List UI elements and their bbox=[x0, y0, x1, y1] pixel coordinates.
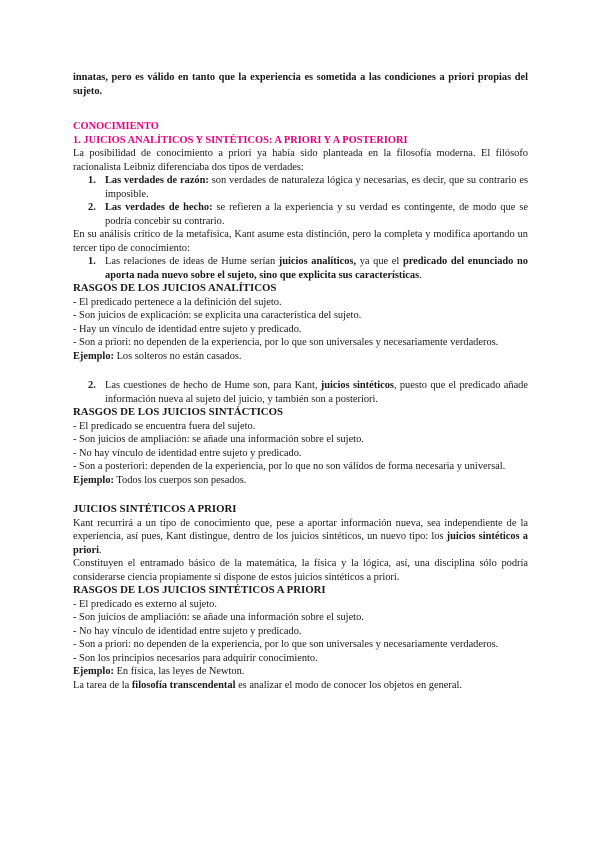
list-item: - No hay vínculo de identidad entre sujeto y predicado. bbox=[73, 625, 302, 637]
example-analiticos: Ejemplo: Los solteros no están casados. bbox=[73, 350, 242, 362]
list-item: - El predicado se encuentra fuera del sujeto. bbox=[73, 420, 256, 432]
list-item: - Son juicios de explicación: se explicita una característica del sujeto. bbox=[73, 310, 362, 321]
list-item: 2. Las cuestiones de hecho de Hume son, para Kant, juicios sintéticos, puesto que el predicado añade información nueva al sujeto del juicio, y también son a posteriori. bbox=[88, 380, 528, 405]
paragraph-entramado: Constituyen el entramado básico de la matemática, la física y la lógica, así, una disciplina sólo podría considerarse ciencia propiamente si dispone de estos juicios sintéticos a priori. bbox=[73, 558, 528, 583]
example-a-priori: Ejemplo: En física, las leyes de Newton. bbox=[73, 666, 245, 677]
list-item: - Son juicios de ampliación: se añade una información sobre el sujeto. bbox=[73, 434, 364, 445]
list-item: - Son juicios de ampliación: se añade una información sobre el sujeto. bbox=[73, 612, 364, 623]
list-sinteticos bbox=[73, 379, 528, 406]
list-item: 2. Las verdades de hecho: se refieren a la experiencia y su verdad es contingente, de modo que se podría concebir su contrario. bbox=[88, 202, 528, 227]
example-sinteticos: Ejemplo: Todos los cuerpos son pesados. bbox=[73, 474, 247, 486]
list-item: - Son a posteriori: dependen de la experiencia, por lo que no son válidos de forma necesaria y universal. bbox=[73, 461, 506, 472]
heading-sinteticos-a-priori: JUICIOS SINTÉTICOS A PRIORI bbox=[73, 503, 237, 515]
list-item: - No hay vínculo de identidad entre sujeto y predicado. bbox=[73, 447, 302, 459]
paragraph-a-priori: Kant recurrirá a un tipo de conocimiento que, pese a aportar información nueva, sea independiente de la experiencia, así pues, Kant distingue, dentro de los juicios sintéticos, un nuevo tipo: los juicios sintéticos a priori. bbox=[73, 517, 528, 556]
paragraph-final: La tarea de la filosofía transcendental es analizar el modo de conocer los objetos en general. bbox=[73, 679, 462, 691]
section-label: CONOCIMIENTO bbox=[73, 121, 159, 132]
heading-rasgos-a-priori: RASGOS DE LOS JUICIOS SINTÉTICOS A PRIORI bbox=[73, 584, 326, 596]
heading-analiticos: RASGOS DE LOS JUICIOS ANALÍTICOS bbox=[73, 282, 277, 294]
paragraph-leibniz: La posibilidad de conocimiento a priori ya había sido planteada en la filosofía moderna. El filósofo racionalista Leibniz diferenciaba dos tipos de verdades: bbox=[73, 148, 528, 173]
heading-sinteticos: RASGOS DE LOS JUICIOS SINTÁCTICOS bbox=[73, 406, 284, 418]
list-item: - El predicado pertenece a la definición del sujeto. bbox=[73, 296, 282, 308]
list-item: 1. Las relaciones de ideas de Hume serían juicios analíticos, ya que el predicado del enunciado no aporta nada nuevo sobre el sujeto, sino que explicita sus características. bbox=[88, 256, 528, 281]
list-item: - Son los principios necesarios para adquirir conocimiento. bbox=[73, 652, 318, 664]
list-item: - Hay un vínculo de identidad entre sujeto y predicado. bbox=[73, 323, 302, 335]
intro-paragraph: innatas, pero es válido en tanto que la experiencia es sometida a las condiciones a priori propias del sujeto. bbox=[73, 72, 528, 97]
list-item: - Son a priori: no dependen de la experiencia, por lo que son universales y necesariamente verdaderos. bbox=[73, 639, 499, 650]
list-verdades bbox=[73, 174, 528, 228]
section-title: 1. JUICIOS ANALÍTICOS Y SINTÉTICOS: A PRIORI Y A POSTERIORI bbox=[73, 134, 408, 146]
list-item: - El predicado es externo al sujeto. bbox=[73, 598, 217, 610]
list-analiticos bbox=[73, 255, 528, 282]
paragraph-kant: En su análisis crítico de la metafísica, Kant asume esta distinción, pero la completa y modifica aportando un tercer tipo de conocimiento: bbox=[73, 229, 528, 254]
list-item: 1. Las verdades de razón: son verdades de naturaleza lógica y necesarias, es decir, que su contrario es imposible. bbox=[88, 175, 528, 200]
list-item: - Son a priori: no dependen de la experiencia, por lo que son universales y necesariamente verdaderos. bbox=[73, 337, 499, 348]
